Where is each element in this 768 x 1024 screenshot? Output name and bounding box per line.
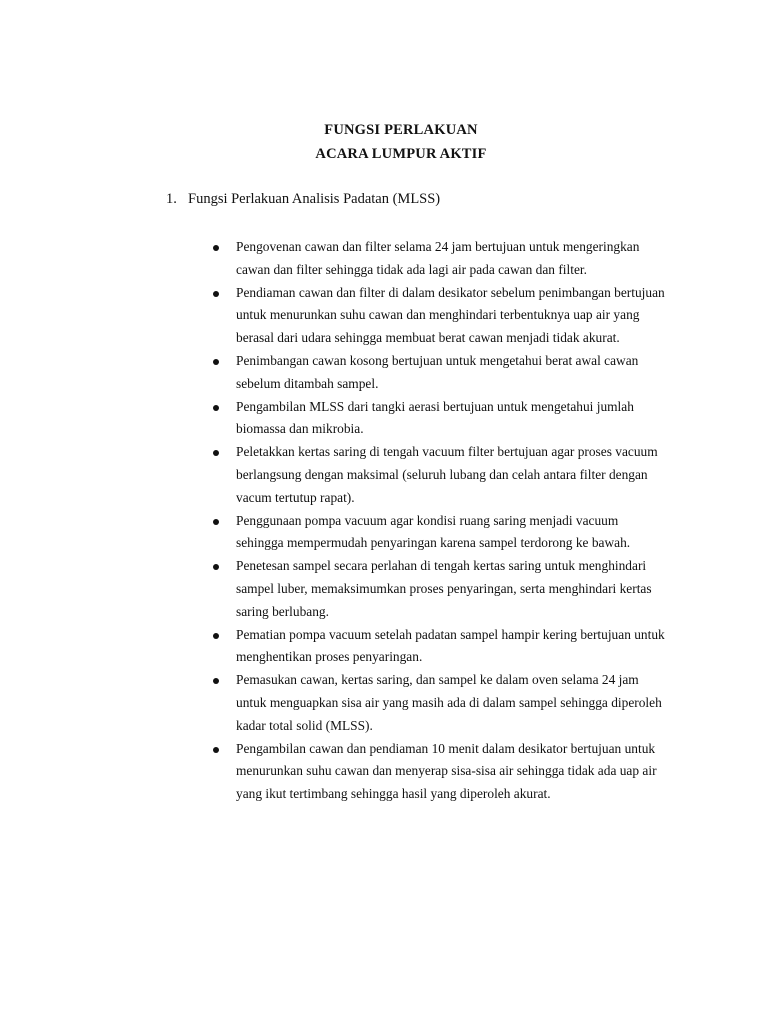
list-item — [208, 510, 668, 556]
list-item — [208, 624, 668, 670]
list-item-text: Pendiaman cawan dan filter di dalam desikator sebelum penimbangan bertujuan untuk menurunkan suhu cawan dan menghindari terbentuknya uap air yang berasal dari udara sehingga membuat berat cawan menjadi tidak akurat. — [236, 284, 665, 346]
bullet-list — [208, 236, 668, 806]
bullet-icon — [213, 519, 219, 525]
list-item — [208, 555, 668, 623]
document-title-line-1: FUNGSI PERLAKUAN — [324, 122, 478, 138]
bullet-icon — [213, 291, 219, 297]
bullet-icon — [213, 245, 219, 251]
list-item — [208, 738, 668, 806]
list-item-text: Pengovenan cawan dan filter selama 24 jam bertujuan untuk mengeringkan cawan dan filter sehingga tidak ada lagi air pada cawan dan filter. — [236, 239, 640, 277]
document-title-line-2: ACARA LUMPUR AKTIF — [315, 146, 487, 162]
list-item-text: Penetesan sampel secara perlahan di tengah kertas saring untuk menghindari sampel luber, memaksimumkan proses penyaringan, serta menghindari kertas saring berlubang. — [236, 558, 652, 619]
bullet-icon — [213, 747, 219, 753]
list-item-text: Peletakkan kertas saring di tengah vacuum filter bertujuan agar proses vacuum berlangsung dengan maksimal (seluruh lubang dan celah antara filter dengan vacum tertutup rapat). — [236, 444, 658, 505]
list-item-text: Pematian pompa vacuum setelah padatan sampel hampir kering bertujuan untuk menghentikan proses penyaringan. — [236, 626, 665, 665]
list-item — [208, 396, 668, 442]
list-item-text: Pemasukan cawan, kertas saring, dan sampel ke dalam oven selama 24 jam untuk menguapkan sisa air yang masih ada di dalam sampel sehingga diperoleh kadar total solid (MLSS). — [236, 672, 662, 733]
bullet-icon — [213, 564, 219, 570]
section-title: Fungsi Perlakuan Analisis Padatan (MLSS) — [188, 191, 441, 207]
bullet-icon — [213, 678, 219, 684]
list-item — [208, 669, 668, 737]
list-item — [208, 236, 668, 282]
list-item-text: Penimbangan cawan kosong bertujuan untuk mengetahui berat awal cawan sebelum ditambah sampel. — [236, 352, 639, 391]
list-item-text: Penggunaan pompa vacuum agar kondisi ruang saring menjadi vacuum sehingga mempermudah penyaringan karena sampel terdorong ke bawah. — [236, 512, 631, 551]
list-item — [208, 350, 668, 396]
list-item — [208, 441, 668, 509]
bullet-icon — [213, 359, 219, 365]
bullet-icon — [213, 405, 219, 411]
section-number: 1. — [166, 191, 177, 207]
bullet-icon — [213, 633, 219, 639]
list-item-text: Pengambilan cawan dan pendiaman 10 menit dalam desikator bertujuan untuk menurunkan suhu cawan dan menyerap sisa-sisa air sehingga tidak ada uap air yang ikut tertimbang sehingga hasil yang diperoleh akurat. — [236, 740, 657, 802]
list-item — [208, 282, 668, 350]
bullet-icon — [213, 450, 219, 456]
list-item-text: Pengambilan MLSS dari tangki aerasi bertujuan untuk mengetahui jumlah biomassa dan mikrobia. — [236, 398, 634, 437]
section-heading — [166, 191, 440, 208]
